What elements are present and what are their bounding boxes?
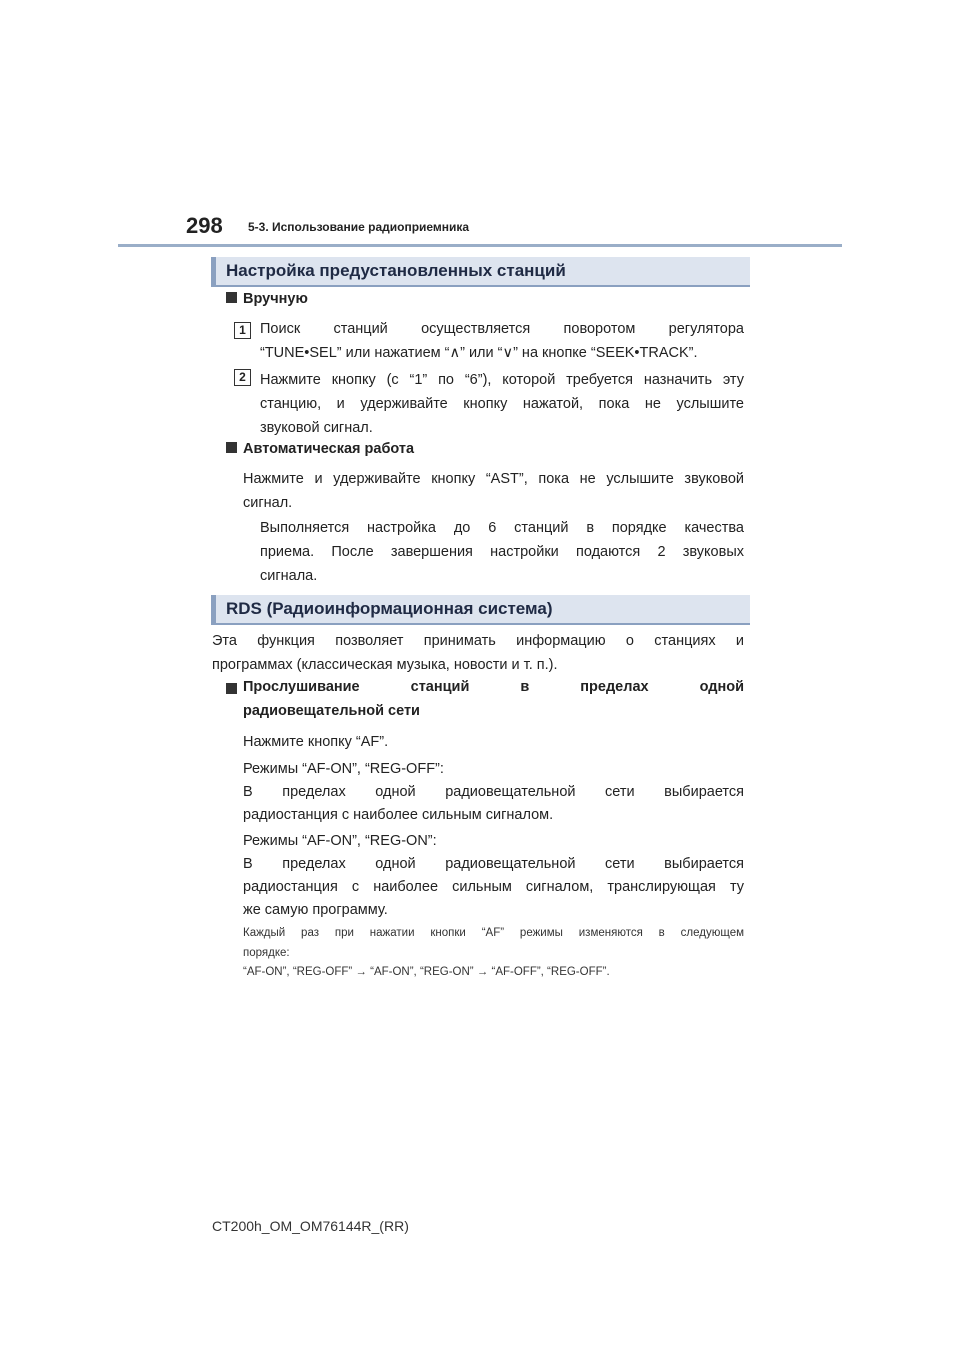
step-1-line-2: “TUNE•SEL” или нажатием “∧” или “∨” на кнопке “SEEK•TRACK”. <box>260 345 698 361</box>
section-title-bar-presets <box>211 257 750 287</box>
square-bullet-icon <box>226 442 237 453</box>
header-divider <box>118 244 842 247</box>
mode-1-title: Режимы “AF-ON”, “REG-OFF”: <box>243 761 444 777</box>
step-2-line-1: Нажмите кнопку (с “1” по “6”), которой требуется назначить эту <box>260 372 744 388</box>
press-af-text: Нажмите кнопку “AF”. <box>243 734 389 750</box>
step-number-2: 2 <box>234 369 251 386</box>
rds-intro-line-2: программах (классическая музыка, новости и т. п.). <box>212 657 558 673</box>
subheading-manual <box>226 291 308 307</box>
section-title: Настройка предустановленных станций <box>226 261 566 280</box>
auto-note-line-2: приема. После завершения настройки подаются 2 звуковых <box>260 544 744 560</box>
subheading-label-line-2: радиовещательной сети <box>243 703 420 719</box>
document-code: CT200h_OM_OM76144R_(RR) <box>212 1218 409 1234</box>
subheading-label-line-1: Прослушивание станций в пределах одной <box>243 679 744 695</box>
af-note-line-3: “AF-ON”, “REG-OFF” → “AF-ON”, “REG-ON” → “AF-OFF”, “REG-OFF”. <box>243 966 610 978</box>
subheading-label: Вручную <box>243 291 308 307</box>
mode-2-title: Режимы “AF-ON”, “REG-ON”: <box>243 833 437 849</box>
subheading-listening <box>226 679 744 695</box>
rds-intro-line-1: Эта функция позволяет принимать информацию о станциях и <box>212 633 744 649</box>
page-number: 298 <box>186 213 223 238</box>
mode-1-line-2: радиостанция с наиболее сильным сигналом. <box>243 807 554 823</box>
subheading-automatic <box>226 441 414 457</box>
step-number-1: 1 <box>234 322 251 339</box>
af-note-line-1: Каждый раз при нажатии кнопки “AF” режимы изменяются в следующем <box>243 927 744 939</box>
step-2-line-2: станцию, и удерживайте кнопку нажатой, пока не услышите <box>260 396 744 412</box>
auto-note-line-3: сигнала. <box>260 568 318 584</box>
step-1-line-1: Поиск станций осуществляется поворотом регулятора <box>260 321 744 337</box>
af-note-line-2: порядке: <box>243 947 290 959</box>
subheading-label: Автоматическая работа <box>243 441 415 457</box>
chapter-title: 5-3. Использование радиоприемника <box>248 220 470 234</box>
square-bullet-icon <box>226 683 237 694</box>
step-2-line-3: звуковой сигнал. <box>260 420 373 436</box>
section-title: RDS (Радиоинформационная система) <box>226 599 553 618</box>
auto-line-1: Нажмите и удерживайте кнопку “AST”, пока не услышите звуковой <box>243 471 744 487</box>
mode-2-line-1: В пределах одной радиовещательной сети выбирается <box>243 856 744 872</box>
mode-2-line-3: же самую программу. <box>243 902 388 918</box>
mode-1-line-1: В пределах одной радиовещательной сети выбирается <box>243 784 744 800</box>
mode-2-line-2: радиостанция с наиболее сильным сигналом, транслирующая ту <box>243 879 744 895</box>
auto-note-line-1: Выполняется настройка до 6 станций в порядке качества <box>260 520 744 536</box>
auto-line-2: сигнал. <box>243 495 293 511</box>
square-bullet-icon <box>226 292 237 303</box>
section-title-bar-rds <box>211 595 750 625</box>
